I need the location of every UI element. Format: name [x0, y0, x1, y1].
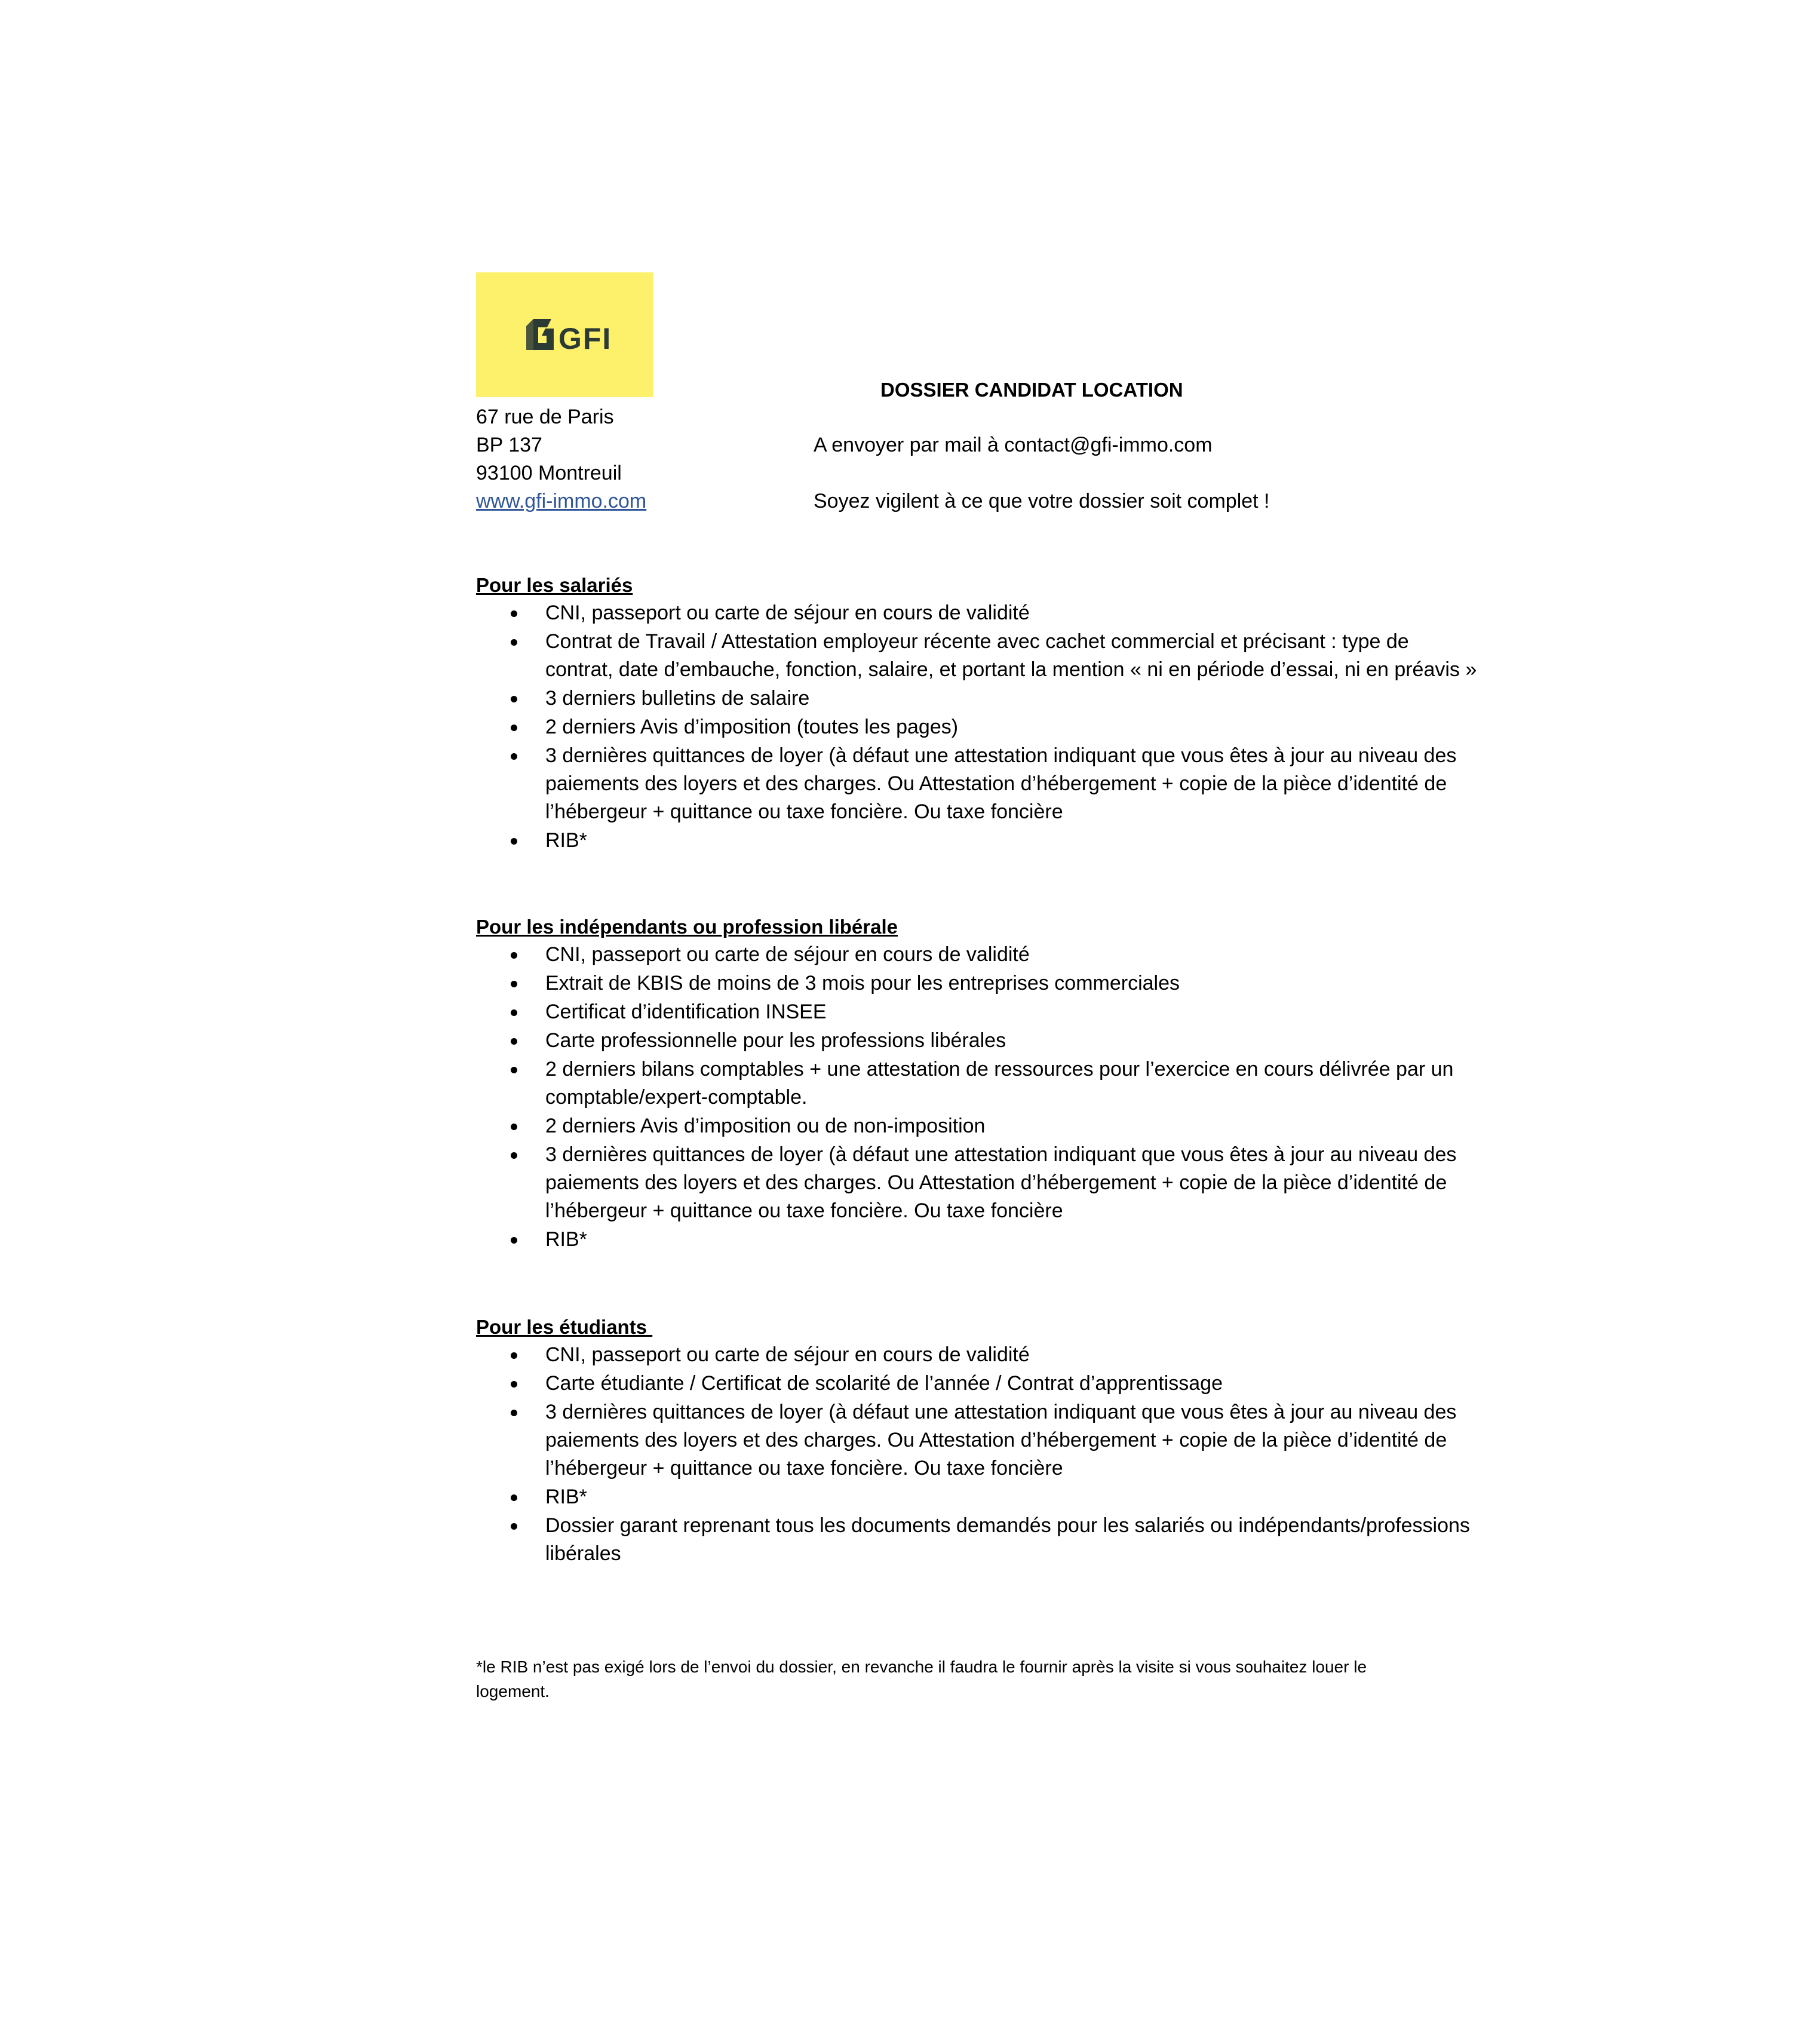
- list-item: CNI, passeport ou carte de séjour en cours de validité: [476, 1341, 1480, 1369]
- list-item: Certificat d’identification INSEE: [476, 998, 1480, 1026]
- bullet-icon: [511, 753, 517, 760]
- list-item: 3 dernières quittances de loyer (à défaut une attestation indiquant que vous êtes à jour au niveau des paiements des loyers et des charges. Ou Attestation d’hébergement + copie de la pièce d’identité de l’hébergeur + quittance ou taxe foncière. Ou taxe foncière: [476, 1398, 1480, 1483]
- bullet-icon: [511, 1009, 517, 1016]
- send-instructions: A envoyer par mail à contact@gfi-immo.com: [814, 434, 1213, 456]
- section-title-salaries: Pour les salariés: [476, 574, 633, 596]
- bullet-icon: [511, 725, 517, 731]
- bullet-icon: [511, 1124, 517, 1130]
- list-item: CNI, passeport ou carte de séjour en cours de validité: [476, 941, 1480, 969]
- address-city: 93100 Montreuil: [476, 462, 622, 484]
- bullet-icon: [511, 1381, 517, 1388]
- list-item: RIB*: [476, 1483, 1480, 1511]
- bullet-icon: [511, 1237, 517, 1244]
- section-etudiants: [476, 1313, 1480, 1569]
- list-item: Dossier garant reprenant tous les documents demandés pour les salariés ou indépendants/professions libérales: [476, 1512, 1480, 1568]
- list-item: 3 dernières quittances de loyer (à défaut une attestation indiquant que vous êtes à jour au niveau des paiements des loyers et des charges. Ou Attestation d’hébergement + copie de la pièce d’identité de l’hébergeur + quittance ou taxe foncière. Ou taxe foncière: [476, 1141, 1480, 1225]
- list-item: RIB*: [476, 1226, 1480, 1254]
- list-item: CNI, passeport ou carte de séjour en cours de validité: [476, 599, 1480, 627]
- bullet-icon: [511, 838, 517, 845]
- rib-footnote: *le RIB n’est pas exigé lors de l’envoi du dossier, en revanche il faudra le fournir après la visite si vous souhaitez louer le logement.: [476, 1658, 1367, 1701]
- bullet-icon: [511, 1067, 517, 1073]
- bullet-icon: [511, 981, 517, 987]
- list-item: 3 dernières quittances de loyer (à défaut une attestation indiquant que vous êtes à jour au niveau des paiements des loyers et des charges. Ou Attestation d’hébergement + copie de la pièce d’identité de l’hébergeur + quittance ou taxe foncière. Ou taxe foncière: [476, 742, 1480, 826]
- bullet-icon: [511, 1523, 517, 1530]
- section-title-etudiants: Pour les étudiants: [476, 1316, 653, 1338]
- bullet-icon: [511, 952, 517, 959]
- list-item: 2 derniers bilans comptables + une attestation de ressources pour l’exercice en cours délivrée par un comptable/expert-comptable.: [476, 1055, 1480, 1112]
- completeness-warning: Soyez vigilent à ce que votre dossier soit complet !: [814, 490, 1270, 512]
- list-item: 3 derniers bulletins de salaire: [476, 685, 1480, 713]
- svg-text:GFI: GFI: [558, 322, 612, 355]
- bullet-icon: [511, 1410, 517, 1416]
- bullet-icon: [511, 1494, 517, 1501]
- list-item: Carte étudiante / Certificat de scolarité de l’année / Contrat d’apprentissage: [476, 1370, 1480, 1398]
- checklist-independants: [476, 941, 1480, 1254]
- list-item: 2 derniers Avis d’imposition (toutes les pages): [476, 713, 1480, 741]
- section-independants: [476, 913, 1480, 1254]
- list-item: Carte professionnelle pour les professions libérales: [476, 1027, 1480, 1055]
- section-salaries: [476, 571, 1480, 855]
- list-item: Extrait de KBIS de moins de 3 mois pour les entreprises commerciales: [476, 969, 1480, 997]
- document-title: DOSSIER CANDIDAT LOCATION: [880, 379, 1183, 401]
- bullet-icon: [511, 610, 517, 617]
- bullet-icon: [511, 1152, 517, 1159]
- address-po-box: BP 137: [476, 434, 542, 456]
- gfi-logo: [476, 272, 653, 397]
- list-item: RIB*: [476, 827, 1480, 855]
- address-street: 67 rue de Paris: [476, 406, 614, 428]
- list-item: 2 derniers Avis d’imposition ou de non-imposition: [476, 1112, 1480, 1140]
- bullet-icon: [511, 1352, 517, 1359]
- checklist-salaries: [476, 599, 1480, 855]
- agency-address: [476, 403, 646, 515]
- checklist-etudiants: [476, 1341, 1480, 1568]
- section-title-independants: Pour les indépendants ou profession libérale: [476, 916, 898, 938]
- website-link[interactable]: www.gfi-immo.com: [476, 490, 647, 512]
- bullet-icon: [511, 1038, 517, 1045]
- bullet-icon: [511, 639, 517, 646]
- bullet-icon: [511, 696, 517, 702]
- list-item: Contrat de Travail / Attestation employeur récente avec cachet commercial et précisant : type de contrat, date d’embauche, fonction, salaire, et portant la mention « ni en période d’essai, ni en préavis »: [476, 628, 1480, 684]
